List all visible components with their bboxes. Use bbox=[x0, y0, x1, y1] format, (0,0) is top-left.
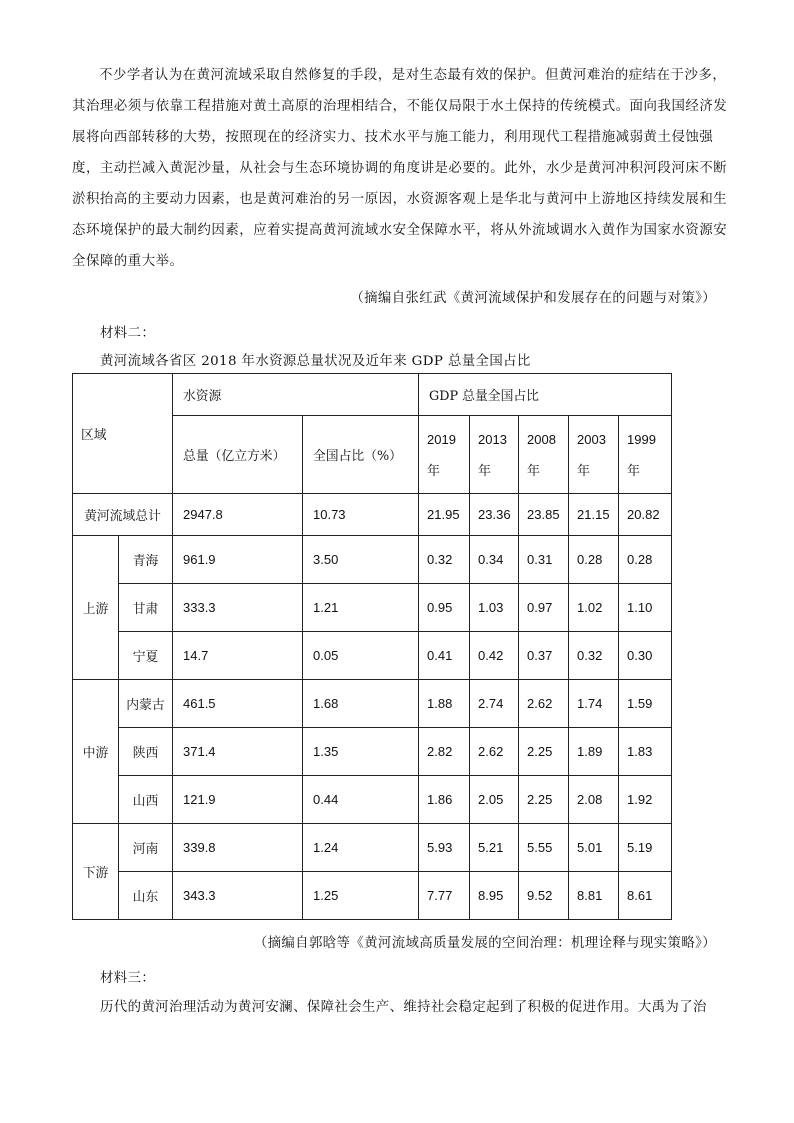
year-header: 1999 年 bbox=[619, 416, 672, 494]
gdp-value: 1.02 bbox=[569, 584, 619, 632]
reach-group: 中游 bbox=[73, 680, 119, 824]
gdp-value: 9.52 bbox=[519, 872, 569, 920]
water-share: 0.05 bbox=[303, 632, 419, 680]
gdp-value: 2.25 bbox=[519, 728, 569, 776]
water-total: 2947.8 bbox=[173, 494, 303, 536]
gdp-value: 5.93 bbox=[419, 824, 470, 872]
gdp-value: 0.32 bbox=[419, 536, 470, 584]
table-title: 黄河流域各省区 2018 年水资源总量状况及近年来 GDP 总量全国占比 bbox=[100, 354, 531, 369]
province-name: 甘肃 bbox=[119, 584, 173, 632]
water-share: 1.35 bbox=[303, 728, 419, 776]
gdp-value: 0.97 bbox=[519, 584, 569, 632]
gdp-value: 1.89 bbox=[569, 728, 619, 776]
gdp-value: 0.28 bbox=[619, 536, 672, 584]
region-header: 区域 bbox=[73, 374, 173, 494]
province-name: 陕西 bbox=[119, 728, 173, 776]
gdp-value: 23.36 bbox=[470, 494, 519, 536]
gdp-value: 5.21 bbox=[470, 824, 519, 872]
water-total: 121.9 bbox=[173, 776, 303, 824]
year-header: 2019 年 bbox=[419, 416, 470, 494]
table-row bbox=[73, 584, 672, 632]
water-total: 339.8 bbox=[173, 824, 303, 872]
gdp-value: 5.01 bbox=[569, 824, 619, 872]
water-total: 333.3 bbox=[173, 584, 303, 632]
source-citation-1: （摘编自张红武《黄河流域保护和发展存在的问题与对策》） bbox=[350, 291, 716, 306]
gdp-value: 2.62 bbox=[470, 728, 519, 776]
gdp-value: 1.59 bbox=[619, 680, 672, 728]
water-share: 1.24 bbox=[303, 824, 419, 872]
province-name: 内蒙古 bbox=[119, 680, 173, 728]
reach-group: 上游 bbox=[73, 536, 119, 680]
gdp-value: 1.10 bbox=[619, 584, 672, 632]
gdp-value: 5.55 bbox=[519, 824, 569, 872]
gdp-value: 1.74 bbox=[569, 680, 619, 728]
gdp-value: 1.92 bbox=[619, 776, 672, 824]
gdp-value: 1.83 bbox=[619, 728, 672, 776]
intro-paragraph: 不少学者认为在黄河流域采取自然修复的手段，是对生态最有效的保护。但黄河难治的症结在于沙多，其治理必须与依靠工程措施对黄土高原的治理相结合，不能仅局限于水土保持的传统模式。面向我国经济发展将向西部转移的大势，按照现在的经济实力、技术水平与施工能力，利用现代工程措施减弱黄土侵蚀强度，主动拦减入黄泥沙量，从社会与生态环境协调的角度讲是必要的。此外，水少是黄河冲积河段河床不断淤积抬高的主要动力因素，也是黄河难治的另一原因，水资源客观上是华北与黄河中上游地区持续发展和生态环境保护的最大制约因素，应着实提高黄河流域水安全保障水平，将从外流域调水入黄作为国家水资源安全保障的重大举。 bbox=[72, 68, 728, 269]
gdp-value: 7.77 bbox=[419, 872, 470, 920]
gdp-value: 0.32 bbox=[569, 632, 619, 680]
province-name: 青海 bbox=[119, 536, 173, 584]
material-3-label: 材料三： bbox=[100, 971, 156, 986]
gdp-header: GDP 总量全国占比 bbox=[419, 374, 672, 416]
gdp-value: 5.19 bbox=[619, 824, 672, 872]
year-header: 2008 年 bbox=[519, 416, 569, 494]
source-citation-2: （摘编自郭晗等《黄河流域高质量发展的空间治理：机理诠释与现实策略》） bbox=[253, 936, 716, 951]
water-total: 461.5 bbox=[173, 680, 303, 728]
table-row bbox=[73, 536, 672, 584]
gdp-value: 0.95 bbox=[419, 584, 470, 632]
gdp-value: 2.08 bbox=[569, 776, 619, 824]
gdp-value: 8.81 bbox=[569, 872, 619, 920]
water-total: 14.7 bbox=[173, 632, 303, 680]
gdp-value: 0.41 bbox=[419, 632, 470, 680]
water-share: 1.25 bbox=[303, 872, 419, 920]
year-header: 2013 年 bbox=[470, 416, 519, 494]
table-row-total bbox=[73, 494, 672, 536]
water-share: 3.50 bbox=[303, 536, 419, 584]
province-name: 山西 bbox=[119, 776, 173, 824]
province-name: 山东 bbox=[119, 872, 173, 920]
gdp-value: 8.61 bbox=[619, 872, 672, 920]
gdp-value: 2.05 bbox=[470, 776, 519, 824]
gdp-value: 8.95 bbox=[470, 872, 519, 920]
region-name: 黄河流域总计 bbox=[73, 494, 173, 536]
gdp-value: 1.03 bbox=[470, 584, 519, 632]
table-row bbox=[73, 680, 672, 728]
table-row bbox=[73, 728, 672, 776]
gdp-value: 21.15 bbox=[569, 494, 619, 536]
province-name: 河南 bbox=[119, 824, 173, 872]
material-3-text: 历代的黄河治理活动为黄河安澜、保障社会生产、维持社会稳定起到了积极的促进作用。大禹为了治 bbox=[100, 1000, 707, 1015]
gdp-value: 2.74 bbox=[470, 680, 519, 728]
table-row bbox=[73, 632, 672, 680]
gdp-value: 0.28 bbox=[569, 536, 619, 584]
gdp-value: 2.62 bbox=[519, 680, 569, 728]
gdp-value: 21.95 bbox=[419, 494, 470, 536]
share-col-header: 全国占比（%） bbox=[303, 416, 419, 494]
gdp-value: 0.31 bbox=[519, 536, 569, 584]
gdp-value: 1.86 bbox=[419, 776, 470, 824]
material-2-label: 材料二： bbox=[100, 326, 156, 341]
gdp-value: 2.25 bbox=[519, 776, 569, 824]
water-total: 371.4 bbox=[173, 728, 303, 776]
water-total: 343.3 bbox=[173, 872, 303, 920]
gdp-value: 23.85 bbox=[519, 494, 569, 536]
table-row bbox=[73, 872, 672, 920]
year-header: 2003 年 bbox=[569, 416, 619, 494]
gdp-value: 0.42 bbox=[470, 632, 519, 680]
reach-group: 下游 bbox=[73, 824, 119, 920]
water-header: 水资源 bbox=[173, 374, 419, 416]
water-total: 961.9 bbox=[173, 536, 303, 584]
gdp-value: 0.37 bbox=[519, 632, 569, 680]
water-share: 10.73 bbox=[303, 494, 419, 536]
province-name: 宁夏 bbox=[119, 632, 173, 680]
gdp-value: 1.88 bbox=[419, 680, 470, 728]
water-gdp-table bbox=[72, 373, 672, 920]
total-col-header: 总量（亿立方米） bbox=[173, 416, 303, 494]
gdp-value: 0.34 bbox=[470, 536, 519, 584]
water-share: 0.44 bbox=[303, 776, 419, 824]
water-share: 1.21 bbox=[303, 584, 419, 632]
water-share: 1.68 bbox=[303, 680, 419, 728]
table-row bbox=[73, 776, 672, 824]
gdp-value: 0.30 bbox=[619, 632, 672, 680]
gdp-value: 2.82 bbox=[419, 728, 470, 776]
table-row bbox=[73, 824, 672, 872]
gdp-value: 20.82 bbox=[619, 494, 672, 536]
